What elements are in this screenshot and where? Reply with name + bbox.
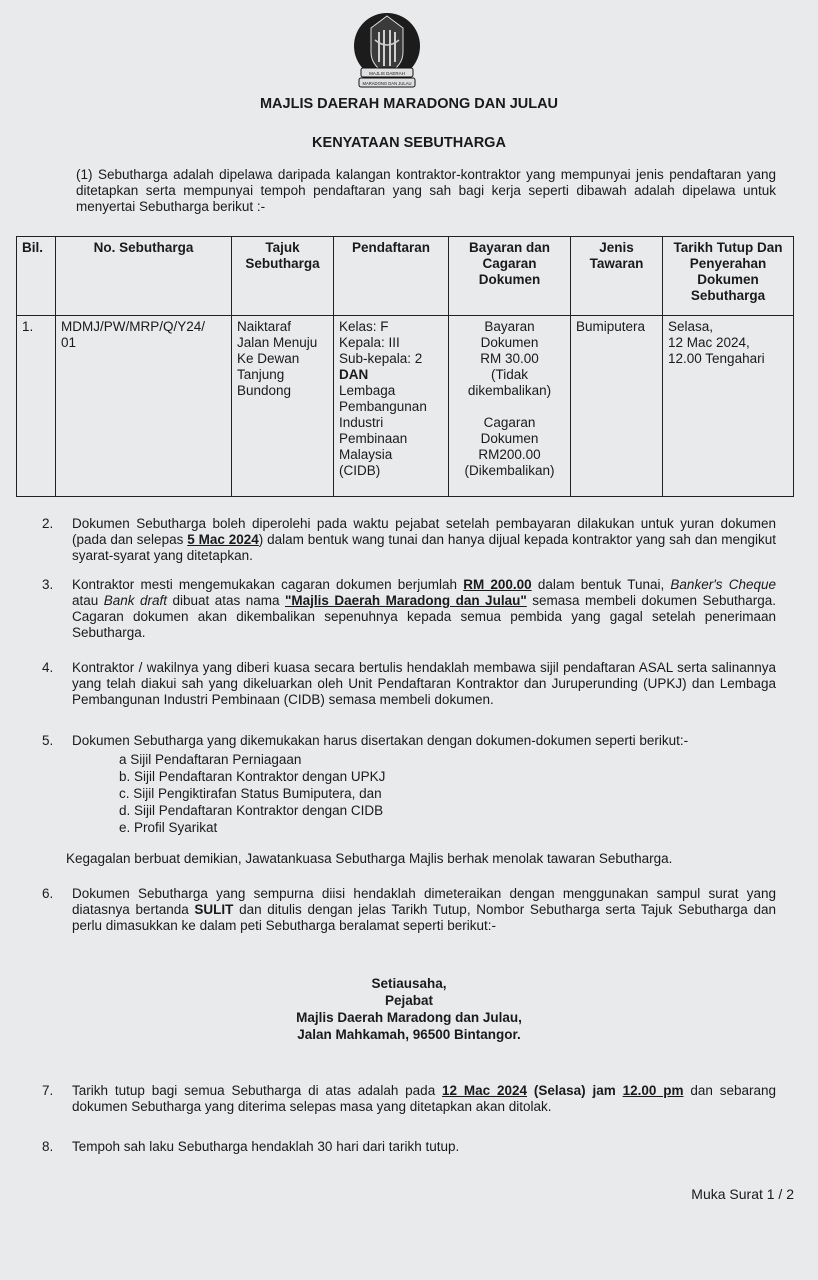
paragraph-3: [42, 577, 776, 641]
cell-bayaran: Bayaran Dokumen RM 30.00 (Tidak dikembalikan) Cagaran Dokumen RM200.00 (Dikembalikan): [449, 316, 571, 497]
header-pendaftaran: Pendaftaran: [334, 237, 449, 316]
p5-note: Kegagalan berbuat demikian, Jawatankuasa Sebutharga Majlis berhak menolak tawaran Sebutharga.: [66, 851, 673, 866]
logo-text-bottom: MARADONG DAN JULAU: [362, 81, 412, 86]
address-line1: Setiausaha,: [371, 976, 447, 991]
p8-number: 8.: [42, 1139, 54, 1154]
p3-bankers-cheque: Banker's Cheque: [670, 577, 776, 592]
p7-text-c: dan sebarang dokumen Sebutharga yang diterima selepas masa yang ditetapkan akan ditolak.: [72, 1083, 776, 1114]
paragraph-4: [42, 660, 776, 708]
p3-amount: RM 200.00: [463, 577, 532, 592]
p7-date: 12 Mac 2024: [442, 1083, 528, 1098]
pendaftaran-dan: DAN: [339, 367, 369, 382]
list-item: b. Sijil Pendaftaran Kontraktor dengan UPKJ: [119, 769, 386, 784]
header-jenis: Jenis Tawaran: [571, 237, 663, 316]
cell-jenis: Bumiputera: [571, 316, 663, 497]
cell-no: MDMJ/PW/MRP/Q/Y24/ 01: [56, 316, 232, 497]
p4-text: Kontraktor / wakilnya yang diberi kuasa secara bertulis hendaklah membawa sijil pendaftaran ASAL serta salinannya yang telah diakui sah yang dikeluarkan oleh Unit Pendaftaran Kontraktor dan Juruperunding (UPKJ) dan Lembaga Pembangunan Industri Pembinaan (CIDB) semasa membeli dokumen.: [72, 660, 776, 707]
p7-text-b: (Selasa) jam: [527, 1083, 623, 1098]
p7-time: 12.00 pm: [622, 1083, 684, 1098]
p6-number: 6.: [42, 886, 54, 901]
paragraph-5: [42, 733, 776, 749]
table-header-row: [17, 237, 794, 316]
pendaftaran-class: Kelas: F Kepala: III Sub-kepala: 2: [339, 319, 423, 366]
paragraph-8: [42, 1139, 776, 1155]
address-line4: Jalan Mahkamah, 96500 Bintangor.: [297, 1027, 521, 1042]
p3-text-d: dibuat atas nama: [167, 593, 285, 608]
p2-text-b: ) dalam bentuk wang tunai dan hanya dijual kepada kontraktor yang sah dan mengikut syarat-syarat yang ditetapkan.: [72, 532, 776, 563]
page-number: Muka Surat 1 / 2: [691, 1186, 794, 1202]
address-block: [0, 975, 818, 1043]
cell-tajuk: Naiktaraf Jalan Menuju Ke Dewan Tanjung Bundong: [232, 316, 334, 497]
header-no: No. Sebutharga: [56, 237, 232, 316]
header-bil: Bil.: [17, 237, 56, 316]
pendaftaran-cidb: Lembaga Pembangunan Industri Pembinaan Malaysia (CIDB): [339, 383, 427, 478]
header-tarikh: Tarikh Tutup Dan Penyerahan Dokumen Sebutharga: [663, 237, 794, 316]
list-item: d. Sijil Pendaftaran Kontraktor dengan CIDB: [119, 803, 384, 818]
council-logo: [351, 10, 423, 90]
paragraph-7: [42, 1083, 776, 1115]
p2-date: 5 Mac 2024: [187, 532, 259, 547]
p2-number: 2.: [42, 516, 54, 531]
p6-sulit: SULIT: [194, 902, 234, 917]
cell-bil: 1.: [17, 316, 56, 497]
paragraph-2: [42, 516, 776, 564]
p5-number: 5.: [42, 733, 54, 748]
table-row: [17, 316, 794, 497]
p7-text-a: Tarikh tutup bagi semua Sebutharga di atas adalah pada: [72, 1083, 443, 1098]
p3-text-b: dalam bentuk Tunai,: [531, 577, 671, 592]
address-line2: Pejabat: [384, 993, 434, 1008]
logo-text-top: MAJLIS DAERAH: [369, 71, 405, 76]
p3-text-e: semasa membeli dokumen Sebutharga. Cagaran dokumen akan dikembalikan sepenuhnya kepada semua pembida yang gagal setelah penerimaan Sebutharga.: [72, 593, 776, 640]
p7-number: 7.: [42, 1083, 54, 1098]
p3-number: 3.: [42, 577, 54, 592]
p2-text-a: Dokumen Sebutharga boleh diperolehi pada waktu pejabat setelah pembayaran dilakukan untuk yuran dokumen (pada dan selepas: [72, 516, 776, 547]
header-tajuk: Tajuk Sebutharga: [232, 237, 334, 316]
p5-text: Dokumen Sebutharga yang dikemukakan harus disertakan dengan dokumen-dokumen seperti berikut:-: [72, 733, 689, 748]
header-bayaran: Bayaran dan Cagaran Dokumen: [449, 237, 571, 316]
intro-text: Sebutharga adalah dipelawa daripada kalangan kontraktor-kontraktor yang mempunyai jenis pendaftaran yang ditetapkan serta mempunyai tempoh pendaftaran yang sah bagi kerja seperti dibawah adalah dipelawa untuk menyertai Sebutharga berikut :-: [76, 167, 776, 214]
organization-title: MAJLIS DAERAH MARADONG DAN JULAU: [259, 96, 559, 112]
p3-text-a: Kontraktor mesti mengemukakan cagaran dokumen berjumlah: [72, 577, 464, 592]
p6-text-b: dan ditulis dengan jelas Tarikh Tutup, Nombor Sebutharga serta Tajuk Sebutharga dan perlu dimasukkan ke dalam peti Sebutharga beralamat seperti berikut:-: [72, 902, 776, 933]
tender-table: [16, 236, 794, 497]
cell-pendaftaran: [334, 316, 449, 497]
intro-number: (1): [76, 167, 93, 182]
p8-text: Tempoh sah laku Sebutharga hendaklah 30 hari dari tarikh tutup.: [72, 1139, 460, 1154]
intro-paragraph: [76, 167, 776, 215]
paragraph-6: [42, 886, 776, 934]
list-item: e. Profil Syarikat: [119, 820, 218, 835]
p3-text-c: atau: [72, 593, 104, 608]
p4-number: 4.: [42, 660, 54, 675]
p3-bank-draft: Bank draft: [103, 593, 168, 608]
document-list: [119, 751, 385, 836]
address-line3: Majlis Daerah Maradong dan Julau,: [296, 1010, 522, 1025]
document-title: KENYATAAN SEBUTHARGA: [312, 135, 506, 151]
list-item: a Sijil Pendaftaran Perniagaan: [119, 752, 302, 767]
list-item: c. Sijil Pengiktirafan Status Bumiputera, dan: [119, 786, 382, 801]
p3-payee: "Majlis Daerah Maradong dan Julau": [284, 593, 527, 608]
p6-text-a: Dokumen Sebutharga yang sempurna diisi hendaklah dimeteraikan dengan menggunakan sampul surat yang diatasnya bertanda: [72, 886, 776, 917]
cell-tarikh: Selasa, 12 Mac 2024, 12.00 Tengahari: [663, 316, 794, 497]
